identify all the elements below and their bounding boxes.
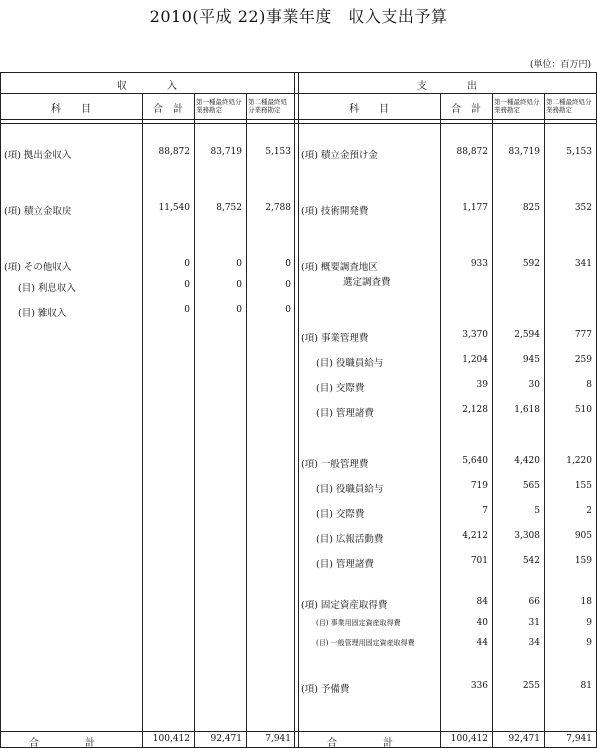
row-total: 4,212 xyxy=(462,531,488,541)
row-col2: 159 xyxy=(574,556,592,566)
expense-col1-header: 第一種最終処分業務勘定 xyxy=(494,98,540,114)
row-col2: 510 xyxy=(574,405,592,415)
row-col2: 9 xyxy=(586,638,592,648)
row-label-continued: 選定調査費 xyxy=(343,277,391,288)
row-label: (項) 拠出金収入 xyxy=(4,150,72,161)
income-item-header: 科 目 xyxy=(51,104,91,115)
row-label: (目) 一般管理用固定資産取得費 xyxy=(316,639,415,647)
row-col1: 66 xyxy=(528,597,540,607)
row-col2: 9 xyxy=(586,618,592,628)
row-col1: 565 xyxy=(522,481,540,491)
expense-col2-total: 7,941 xyxy=(566,734,592,744)
expense-total-header: 合 計 xyxy=(451,104,481,115)
income-col1-header: 第一種最終処分業務勘定 xyxy=(196,98,242,114)
row-col1: 0 xyxy=(236,280,242,290)
row-total: 44 xyxy=(476,638,488,648)
row-col1: 83,719 xyxy=(508,147,540,157)
row-total: 40 xyxy=(476,618,488,628)
rule-ex-c1 xyxy=(544,93,545,748)
rule-mid-b xyxy=(298,72,299,748)
row-col2: 18 xyxy=(580,597,592,607)
row-label: (目) 交際費 xyxy=(316,509,365,520)
row-total: 84 xyxy=(476,597,488,607)
row-col2: 2,788 xyxy=(265,203,291,213)
row-label: (項) 事業管理費 xyxy=(301,333,369,344)
row-label: (項) 予備費 xyxy=(301,684,350,695)
row-label: (項) 固定資産取得費 xyxy=(301,600,388,611)
expense-col2-header: 第二種最終処分業務勘定 xyxy=(546,98,592,114)
row-label: (目) 役職員給与 xyxy=(316,358,384,369)
row-col1: 5 xyxy=(534,506,540,516)
row-total: 88,872 xyxy=(158,147,190,157)
rule-ex-total xyxy=(492,93,493,748)
row-col2: 259 xyxy=(574,355,592,365)
row-label: (項) 積立金取戻 xyxy=(4,206,72,217)
row-total: 3,370 xyxy=(462,330,488,340)
income-grand-total: 100,412 xyxy=(152,734,190,744)
row-total: 39 xyxy=(476,380,488,390)
row-col1: 0 xyxy=(236,305,242,315)
row-col1: 4,420 xyxy=(514,456,540,466)
row-label: (項) 技術開発費 xyxy=(301,206,369,217)
row-label: (目) 管理諸費 xyxy=(316,559,374,570)
row-col2: 0 xyxy=(285,259,291,269)
row-col2: 1,220 xyxy=(566,456,592,466)
income-total-header: 合 計 xyxy=(153,104,183,115)
row-col1: 825 xyxy=(522,203,540,213)
income-col2-total: 7,941 xyxy=(265,734,291,744)
row-col2: 352 xyxy=(574,203,592,213)
row-col2: 155 xyxy=(574,481,592,491)
rule-mid-a xyxy=(294,72,295,748)
income-col2-header: 第二種最終処分業務勘定 xyxy=(248,98,287,114)
row-label: (目) 事業用固定資産取得費 xyxy=(316,619,401,627)
row-col1: 31 xyxy=(528,618,540,628)
expense-col1-total: 92,471 xyxy=(508,734,540,744)
row-total: 933 xyxy=(470,259,488,269)
row-label: (項) その他収入 xyxy=(4,262,72,273)
row-col2: 5,153 xyxy=(265,147,291,157)
row-col2: 777 xyxy=(574,330,592,340)
row-total: 336 xyxy=(470,681,488,691)
row-total: 5,640 xyxy=(462,456,488,466)
row-col2: 81 xyxy=(580,681,592,691)
row-label: (目) 雑収入 xyxy=(18,308,67,319)
row-label: (目) 役職員給与 xyxy=(316,484,384,495)
row-col1: 945 xyxy=(522,355,540,365)
row-col2: 0 xyxy=(285,280,291,290)
row-total: 701 xyxy=(470,556,488,566)
row-total: 11,540 xyxy=(158,203,190,213)
row-total: 1,204 xyxy=(462,355,488,365)
rule-in-item xyxy=(142,93,143,748)
expense-grand-total: 100,412 xyxy=(450,734,488,744)
row-col1: 83,719 xyxy=(210,147,242,157)
row-label: (目) 広報活動費 xyxy=(316,534,384,545)
row-label: (項) 概要調査地区 xyxy=(301,262,378,273)
row-total: 2,128 xyxy=(462,405,488,415)
row-col1: 592 xyxy=(522,259,540,269)
row-col2: 2 xyxy=(586,506,592,516)
row-col1: 1,618 xyxy=(514,405,540,415)
income-col1-total: 92,471 xyxy=(210,734,242,744)
row-col1: 8,752 xyxy=(216,203,242,213)
expense-item-header: 科 目 xyxy=(349,104,389,115)
row-total: 719 xyxy=(470,481,488,491)
rule-left xyxy=(0,72,1,748)
row-label: (目) 交際費 xyxy=(316,383,365,394)
expense-total-label: 合 計 xyxy=(327,738,411,749)
rule-ex-item xyxy=(440,93,441,748)
row-total: 0 xyxy=(184,259,190,269)
row-col2: 8 xyxy=(586,380,592,390)
unit-label: (単位：百万円) xyxy=(529,60,591,70)
row-label: (目) 管理諸費 xyxy=(316,408,374,419)
row-total: 0 xyxy=(184,280,190,290)
row-col1: 255 xyxy=(522,681,540,691)
rule-in-total xyxy=(194,93,195,748)
expense-section-header: 支 出 xyxy=(417,81,477,92)
row-total: 7 xyxy=(482,506,488,516)
row-total: 1,177 xyxy=(462,203,488,213)
row-col2: 0 xyxy=(285,305,291,315)
row-total: 0 xyxy=(184,305,190,315)
budget-table xyxy=(0,72,597,748)
row-label: (項) 積立金預け金 xyxy=(301,150,378,161)
income-total-label: 合 計 xyxy=(29,738,113,749)
row-col2: 905 xyxy=(574,531,592,541)
income-section-header: 収 入 xyxy=(117,81,177,92)
row-col1: 30 xyxy=(528,380,540,390)
row-col1: 34 xyxy=(528,638,540,648)
row-col1: 3,308 xyxy=(514,531,540,541)
row-col1: 0 xyxy=(236,259,242,269)
rule-in-c1 xyxy=(246,93,247,748)
row-col1: 2,594 xyxy=(514,330,540,340)
row-label: (目) 利息収入 xyxy=(18,283,76,294)
row-col2: 5,153 xyxy=(566,147,592,157)
page-title: 2010(平成 22)事業年度 収入支出予算 xyxy=(149,7,448,26)
row-col2: 341 xyxy=(574,259,592,269)
row-total: 88,872 xyxy=(456,147,488,157)
row-label: (項) 一般管理費 xyxy=(301,459,369,470)
row-col1: 542 xyxy=(522,556,540,566)
